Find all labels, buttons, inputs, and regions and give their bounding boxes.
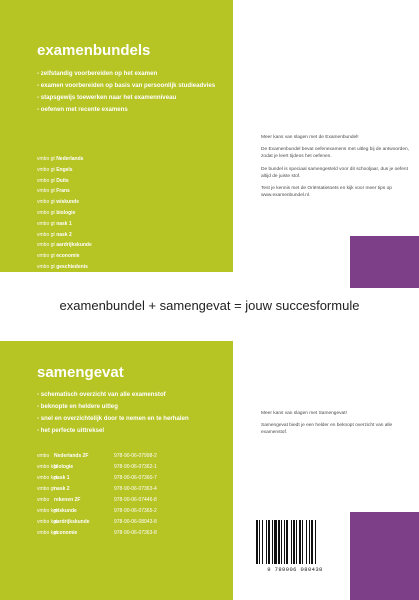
examenbundels-title: examenbundels xyxy=(37,42,151,59)
samengevat-bullet-list xyxy=(37,389,189,437)
info-paragraph: Test je kennis met de Oriëntatietoets en kijk voor meer tips op www.examenbundel.nl. xyxy=(261,186,392,199)
examenbundels-subject-list xyxy=(37,154,101,284)
bullet-item: - examen voorbereiden op basis van persoonlijk studieadvies xyxy=(37,82,216,89)
subject-item: vmbo gt Duits xyxy=(37,177,69,184)
subject-item: vmbo gt Engels xyxy=(37,166,73,173)
subject-item: vmbo gt aardrijkskunde xyxy=(37,242,92,249)
subject-item: vmbo gt nask 2 xyxy=(37,231,72,238)
bullet-item: - schematisch overzicht van alle examenstof xyxy=(37,391,166,398)
info-paragraph: De bundel is speciaal samengesteld voor dit schooljaar, dus je oefent altijd de juiste stof. xyxy=(261,166,408,179)
subject-item: vmbo gt Nederlands xyxy=(37,156,84,162)
examenbundel-info-text xyxy=(261,134,411,204)
isbn-item: vmbo kgteconomie 978-90-06-07363-8 xyxy=(37,530,157,536)
info-paragraph: Meer kans van slagen met Samengevat! xyxy=(261,411,347,416)
info-paragraph: Samengevat biedt je een helder en beknopt overzicht van alle examenstof. xyxy=(261,423,393,436)
isbn-barcode xyxy=(250,516,340,576)
isbn-item: vmbo rekenen 2F 978-90-06-07446-8 xyxy=(37,497,157,503)
bottom-purple-block xyxy=(350,512,419,600)
barcode-number: 9 789006 080438 xyxy=(267,566,323,573)
subject-item: vmbo gt wiskunde xyxy=(37,199,79,206)
isbn-item: vmbo kgtbiologie 978-90-06-07362-1 xyxy=(37,464,157,470)
isbn-item: vmbo gtnask 2 978-90-06-07363-4 xyxy=(37,486,157,492)
barcode-bars-icon xyxy=(256,520,334,565)
top-purple-block xyxy=(350,236,419,288)
subject-item: vmbo gt geschiedenis xyxy=(37,263,88,270)
isbn-item: vmbo Nederlands 2F 978-90-06-07998-2 xyxy=(37,453,157,459)
samengevat-isbn-list xyxy=(37,451,157,539)
isbn-item: vmbo kgtaardrijkskunde 978-90-06-08043-8 xyxy=(37,519,157,525)
subject-item: vmbo gt nask 1 xyxy=(37,220,72,227)
info-paragraph: Meer kans van slagen met de Examenbundel! xyxy=(261,135,359,140)
bullet-item: - stapsgewijs toewerken naar het examenniveau xyxy=(37,94,177,101)
info-paragraph: De Examenbundel bevat oefenexamens met uitleg bij de antwoorden, zodat je leert tijdens het oefenen. xyxy=(261,147,409,160)
examenbundels-bullet-list xyxy=(37,68,215,116)
samengevat-title: samengevat xyxy=(37,364,124,381)
top-lime-panel xyxy=(0,0,233,272)
isbn-item: vmbo kgtnask 1 978-90-06-07360-7 xyxy=(37,475,157,481)
isbn-item: vmbo kgtwiskunde 978-90-06-07365-2 xyxy=(37,508,157,514)
bullet-item: - het perfecte uittreksel xyxy=(37,427,105,434)
succesformule-slogan: examenbundel + samengevat = jouw succesformule xyxy=(59,298,360,313)
bullet-item: - snel en overzichtelijk door te nemen en te herhalen xyxy=(37,415,189,422)
subject-item: vmbo gt biologie xyxy=(37,209,76,216)
bullet-item: - zelfstandig voorbereiden op het examen xyxy=(37,70,158,77)
bullet-item: - oefenen met recente examens xyxy=(37,106,128,113)
subject-item: vmbo gt maatschappijleer 2 xyxy=(37,274,102,281)
samengevat-info-text xyxy=(261,410,411,442)
subject-item: vmbo gt economie xyxy=(37,253,80,260)
subject-item: vmbo gt Frans xyxy=(37,188,70,195)
bullet-item: - beknopte en heldere uitleg xyxy=(37,403,118,410)
